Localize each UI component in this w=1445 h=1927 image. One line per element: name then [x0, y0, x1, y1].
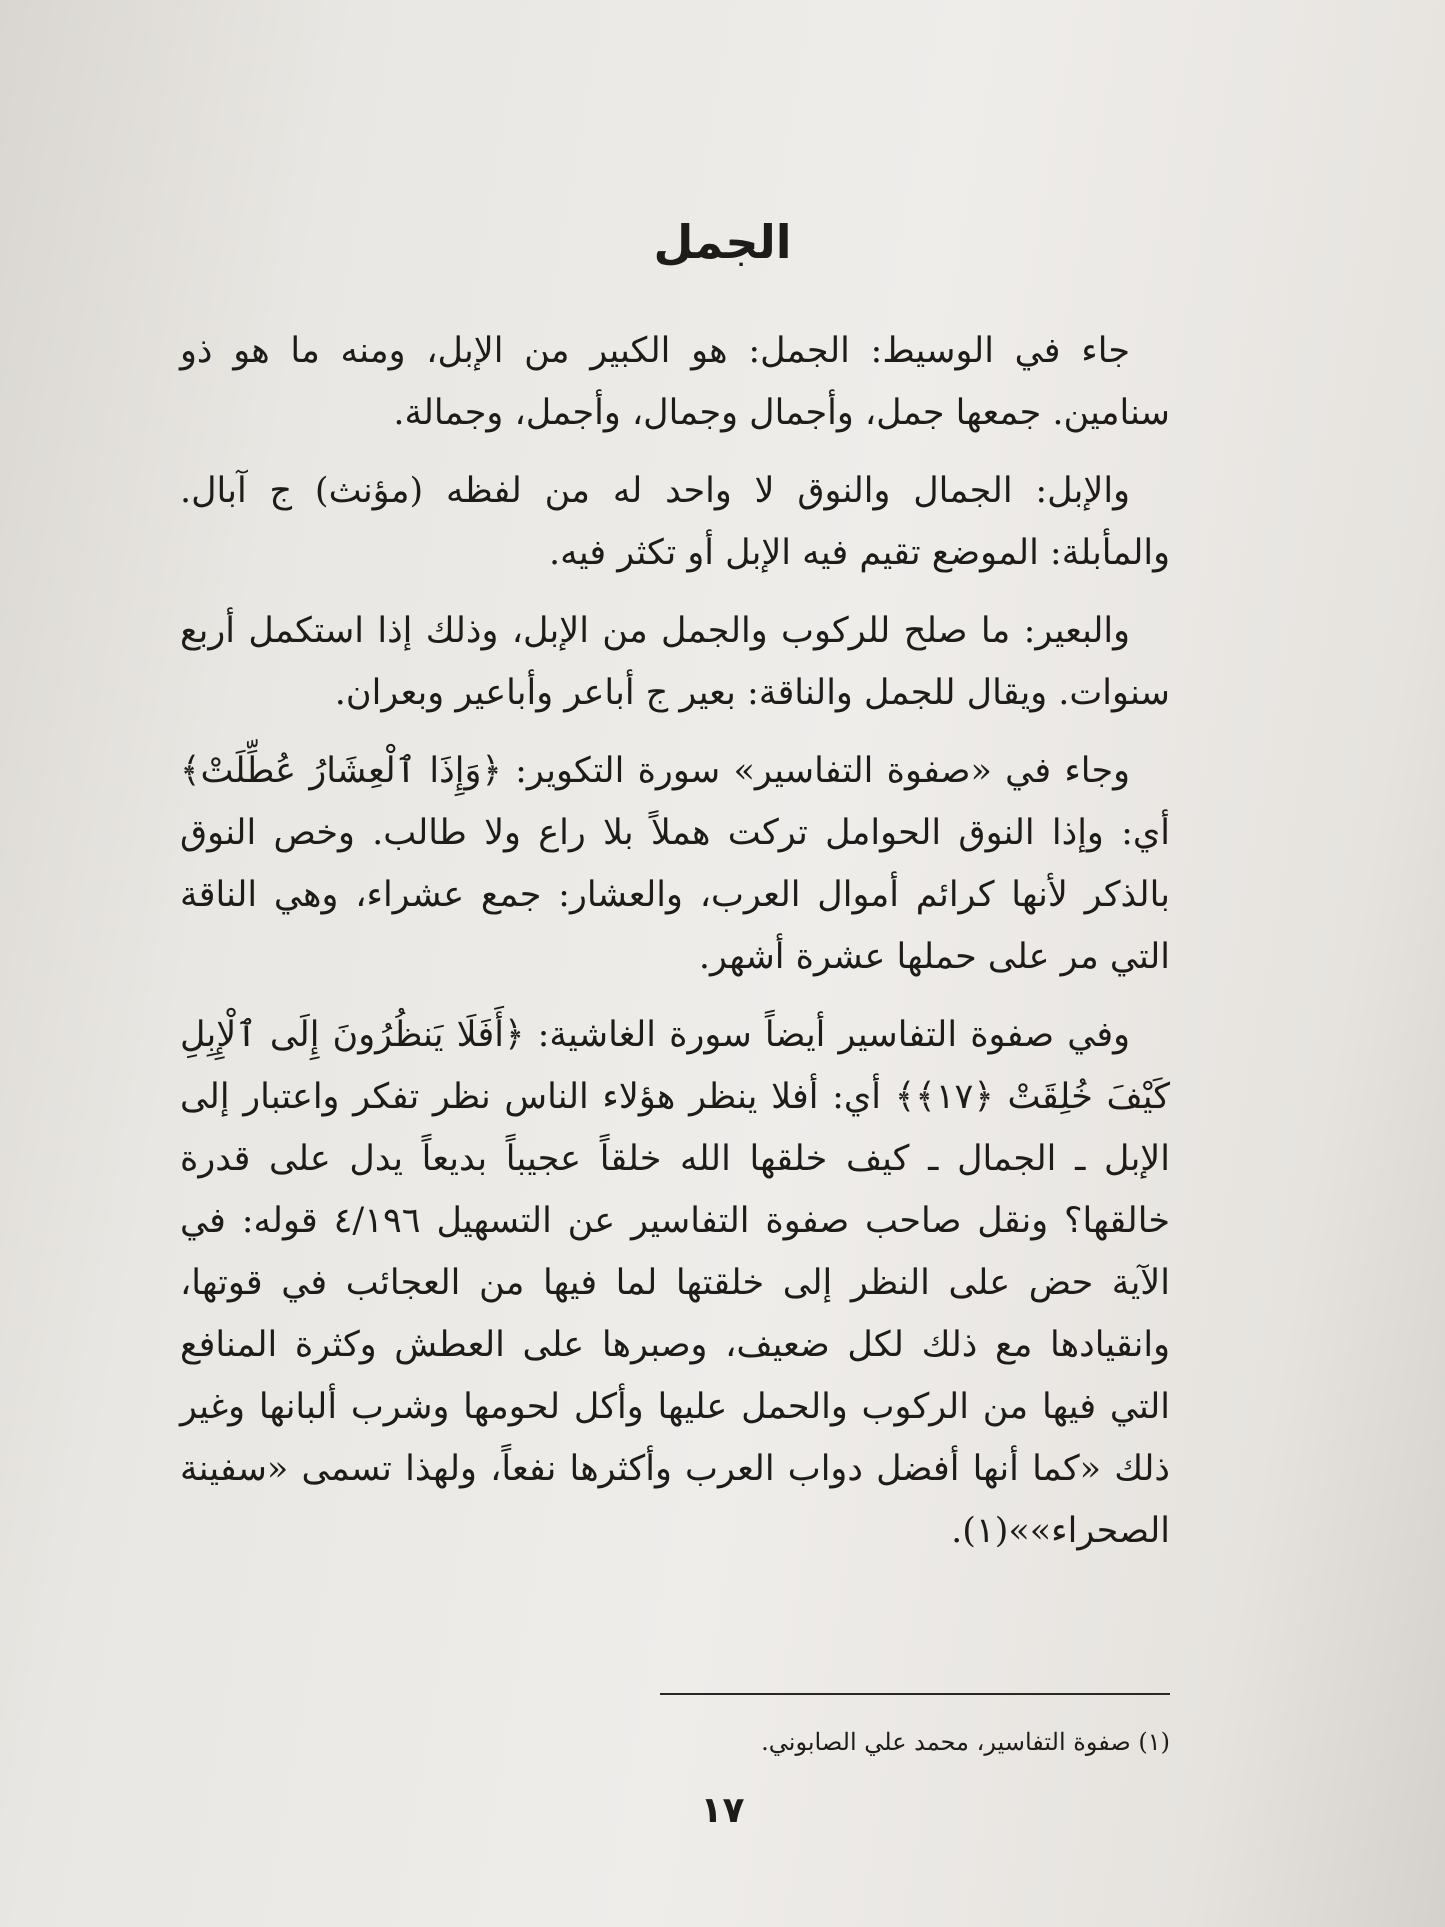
paragraph-2: والإبل: الجمال والنوق لا واحد له من لفظه (مؤنث) ج آبال. والمأبلة: الموضع تقيم فيه الإبل أو تكثر فيه. — [180, 471, 1170, 573]
paragraph-5: وفي صفوة التفاسير أيضاً سورة الغاشية: ﴿أَفَلَا يَنظُرُونَ إِلَى ٱلْإِبِلِ كَيْفَ خُلِقَتْ ﴿١٧﴾﴾ أي: أفلا ينظر هؤلاء الناس نظر تفكر واعتبار إلى الإبل ـ الجمال ـ كيف خلقها الله خلقاً عجيباً بديعاً يدل على قدرة خالقها؟ ونقل صاحب صفوة التفاسير عن التسهيل ٤/١٩٦ قوله: في الآية حض على النظر إلى خلقتها لما فيها من العجائب في قوتها، وانقيادها مع ذلك لكل ضعيف، وصبرها على العطش وكثرة المنافع التي فيها من الركوب والحمل عليها وأكل لحومها وشرب ألبانها وغير ذلك «كما أنها أفضل دواب العرب وأكثرها نفعاً، ولهذا تسمى «سفينة الصحراء»»(١). — [180, 1015, 1171, 1551]
page-number: ١٧ — [700, 1790, 745, 1831]
body-text — [180, 320, 1170, 1578]
paragraph-1: جاء في الوسيط: الجمل: هو الكبير من الإبل، ومنه ما هو ذو سنامين. جمعها جمل، وأجمال وجمال، وأجمل، وجمالة. — [180, 331, 1170, 433]
footnote-divider — [660, 1693, 1170, 1695]
paragraph-4: وجاء في «صفوة التفاسير» سورة التكوير: ﴿وَإِذَا ٱلْعِشَارُ عُطِّلَتْ﴾ أي: وإذا النوق الحوامل تركت هملاً بلا راع ولا طالب. وخص النوق بالذكر لأنها كرائم أموال العرب، والعشار: جمع عشراء، وهي الناقة التي مر على حملها عشرة أشهر. — [180, 751, 1170, 977]
paragraph-3: والبعير: ما صلح للركوب والجمل من الإبل، وذلك إذا استكمل أربع سنوات. ويقال للجمل والناقة: بعير ج أباعر وأباعير وبعران. — [180, 611, 1170, 713]
footnote: (١) صفوة التفاسير، محمد علي الصابوني. — [761, 1728, 1170, 1756]
page-title: الجمل — [653, 215, 792, 269]
